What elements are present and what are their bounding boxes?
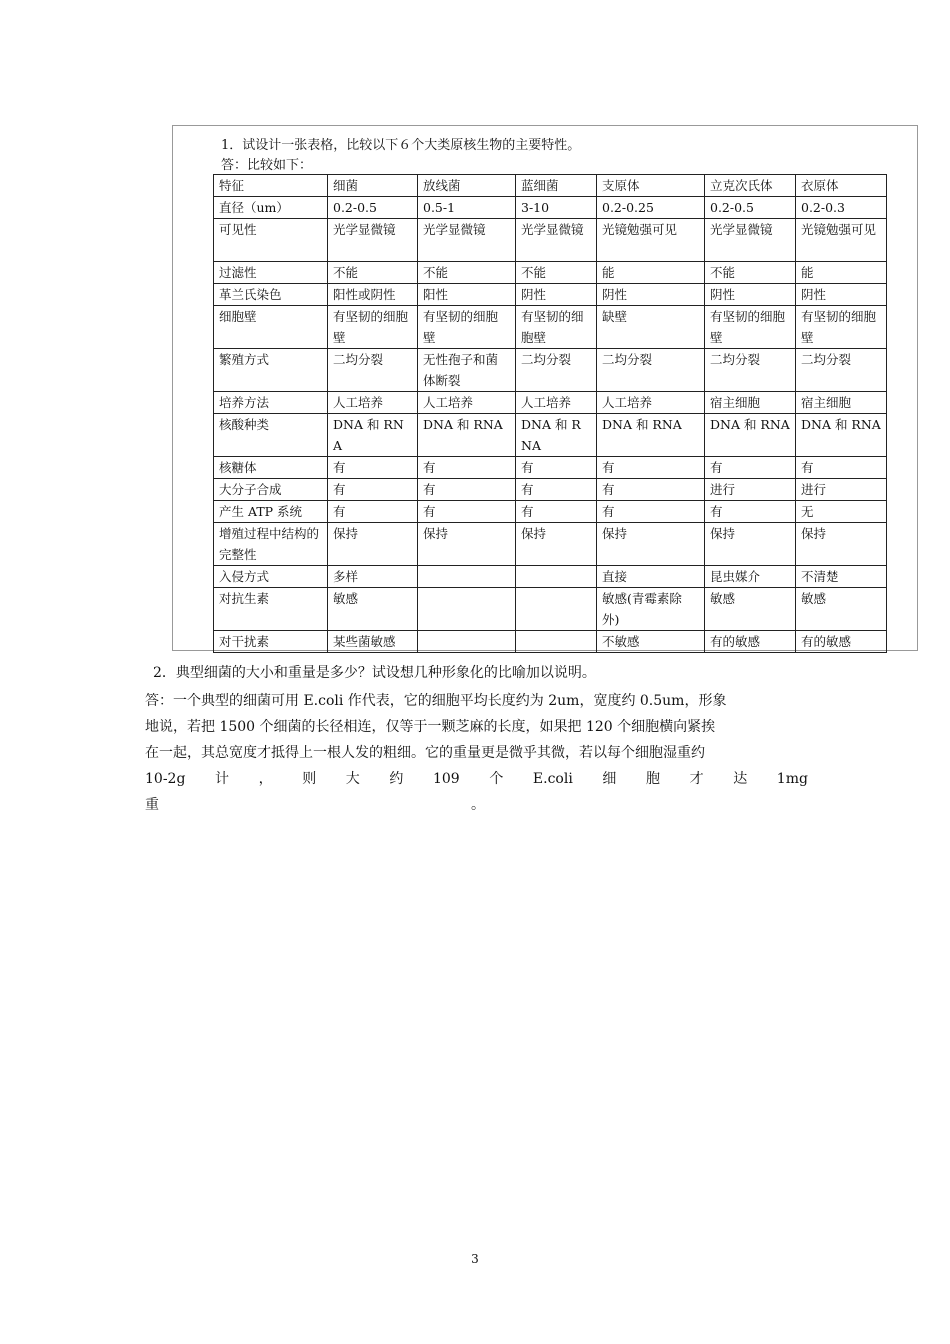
table-cell: 保持 <box>796 523 887 566</box>
table-cell: 无性孢子和菌体断裂 <box>418 349 516 392</box>
answer-2-token: 才 <box>689 771 704 787</box>
row-label-cell: 产生 ATP 系统 <box>214 501 328 523</box>
table-cell: 不能 <box>418 262 516 284</box>
table-cell: 敏感(青霉素除外) <box>597 588 705 631</box>
answer-2-line: 在一起，其总宽度才抵得上一根人发的粗细。它的重量更是微乎其微，若以每个细胞湿重约 <box>145 745 705 761</box>
table-row <box>214 566 887 588</box>
table-header-cell: 细菌 <box>328 175 418 197</box>
table-cell: 光学显微镜 <box>516 219 597 262</box>
row-label-cell: 可见性 <box>214 219 328 262</box>
table-cell: 敏感 <box>705 588 796 631</box>
table-cell: 不能 <box>705 262 796 284</box>
table-cell: 有坚韧的细胞壁 <box>796 306 887 349</box>
table-cell: 缺壁 <box>597 306 705 349</box>
table-cell: 敏感 <box>796 588 887 631</box>
table-row <box>214 479 887 501</box>
table-cell: 3-10 <box>516 197 597 219</box>
answer-2-token: 则 <box>302 771 317 787</box>
answer-2-token: 约 <box>389 771 404 787</box>
answer-2-line-justified <box>145 766 808 792</box>
table-cell: 阴性 <box>516 284 597 306</box>
table-row <box>214 501 887 523</box>
table-cell: 多样 <box>328 566 418 588</box>
answer-2-line: 答：一个典型的细菌可用 E.coli 作代表，它的细胞平均长度约为 2um，宽度约 0.5um，形象 <box>145 693 727 709</box>
table-cell: 光学显微镜 <box>418 219 516 262</box>
answer-2-token: 计 <box>215 771 230 787</box>
table-row <box>214 262 887 284</box>
table-cell: 人工培养 <box>516 392 597 414</box>
answer-2-line: 地说，若把 1500 个细菌的长径相连，仅等于一颗芝麻的长度，如果把 120 个细胞横向紧挨 <box>145 719 716 735</box>
table-cell: 进行 <box>705 479 796 501</box>
table-cell: DNA 和 RNA <box>328 414 418 457</box>
table-cell <box>418 631 516 653</box>
table-cell: 人工培养 <box>418 392 516 414</box>
answer-2-token: 胞 <box>646 771 660 787</box>
answer-2-token: 个 <box>489 771 504 787</box>
table-cell: 0.5-1 <box>418 197 516 219</box>
table-cell: 光学显微镜 <box>705 219 796 262</box>
row-label-cell: 对抗生素 <box>214 588 328 631</box>
table-cell: 光学显微镜 <box>328 219 418 262</box>
answer-2-token: 大 <box>345 771 360 787</box>
table-cell: 不能 <box>516 262 597 284</box>
table-cell: 二均分裂 <box>597 349 705 392</box>
table-cell: 昆虫媒介 <box>705 566 796 588</box>
table-cell: 某些菌敏感 <box>328 631 418 653</box>
table-cell: 不清楚 <box>796 566 887 588</box>
table-cell: 无 <box>796 501 887 523</box>
row-label-cell: 对干扰素 <box>214 631 328 653</box>
table-cell: 不能 <box>328 262 418 284</box>
table-cell: 阴性 <box>796 284 887 306</box>
table-cell: 有 <box>796 457 887 479</box>
row-label-cell: 核酸种类 <box>214 414 328 457</box>
row-label-cell: 直径（um） <box>214 197 328 219</box>
table-cell: 阳性或阴性 <box>328 284 418 306</box>
question-1: 1．试设计一张表格，比较以下６个大类原核生物的主要特性。 <box>221 138 581 153</box>
answer-2-token: 细 <box>602 771 617 787</box>
question-2: 2．典型细菌的大小和重量是多少？试设想几种形象化的比喻加以说明。 <box>153 665 596 681</box>
table-cell: 不敏感 <box>597 631 705 653</box>
table-cell: 二均分裂 <box>796 349 887 392</box>
table-cell: 有坚韧的细胞壁 <box>705 306 796 349</box>
table-cell: 有 <box>328 479 418 501</box>
table-header-cell: 支原体 <box>597 175 705 197</box>
table-cell: 0.2-0.5 <box>705 197 796 219</box>
table-cell: 有 <box>418 501 516 523</box>
table-cell: 直接 <box>597 566 705 588</box>
table-cell: 敏感 <box>328 588 418 631</box>
row-label-cell: 革兰氏染色 <box>214 284 328 306</box>
row-label-cell: 核糖体 <box>214 457 328 479</box>
table-cell: 有 <box>516 479 597 501</box>
table-cell: 有 <box>516 501 597 523</box>
table-cell: 0.2-0.25 <box>597 197 705 219</box>
table-cell: 有的敏感 <box>705 631 796 653</box>
row-label-cell: 入侵方式 <box>214 566 328 588</box>
table-row <box>214 588 887 631</box>
table-cell: 有 <box>418 457 516 479</box>
table-cell: DNA 和 RNA <box>516 414 597 457</box>
table-cell: 光镜勉强可见 <box>597 219 705 262</box>
table-header-cell: 衣原体 <box>796 175 887 197</box>
table-row <box>214 219 887 262</box>
table-cell: 保持 <box>328 523 418 566</box>
table-cell: DNA 和 RNA <box>597 414 705 457</box>
answer-2-line-last <box>145 792 485 818</box>
table-header-cell: 立克次氏体 <box>705 175 796 197</box>
answer-2-token: 。 <box>471 797 485 813</box>
table-cell: 阳性 <box>418 284 516 306</box>
row-label-cell: 细胞壁 <box>214 306 328 349</box>
table-cell: 有 <box>328 457 418 479</box>
answer-2 <box>145 688 808 818</box>
table-cell: 0.2-0.5 <box>328 197 418 219</box>
table-header-row <box>214 175 887 197</box>
table-cell: 保持 <box>597 523 705 566</box>
table-row <box>214 631 887 653</box>
table-cell: DNA 和 RNA <box>418 414 516 457</box>
table-cell: 有 <box>328 501 418 523</box>
table-row <box>214 523 887 566</box>
table-cell <box>516 631 597 653</box>
table-header-cell: 蓝细菌 <box>516 175 597 197</box>
table-cell: 有 <box>597 457 705 479</box>
table-row <box>214 349 887 392</box>
row-label-cell: 大分子合成 <box>214 479 328 501</box>
row-label-cell: 繁殖方式 <box>214 349 328 392</box>
table-cell: 阴性 <box>705 284 796 306</box>
table-cell: 宿主细胞 <box>796 392 887 414</box>
table-row <box>214 392 887 414</box>
answer-2-token: 109 <box>432 771 460 787</box>
table-cell: 宿主细胞 <box>705 392 796 414</box>
table-cell: 有的敏感 <box>796 631 887 653</box>
row-label-cell: 培养方法 <box>214 392 328 414</box>
table-cell <box>516 566 597 588</box>
row-label-cell: 增殖过程中结构的完整性 <box>214 523 328 566</box>
table-cell: 有坚韧的细胞壁 <box>328 306 418 349</box>
table-cell <box>516 588 597 631</box>
table-row <box>214 306 887 349</box>
table-cell: 人工培养 <box>328 392 418 414</box>
answer-2-token: ， <box>258 771 273 787</box>
table-cell: 保持 <box>418 523 516 566</box>
table-cell: 二均分裂 <box>516 349 597 392</box>
table-cell: 有 <box>705 457 796 479</box>
table-cell: 保持 <box>516 523 597 566</box>
table-cell: 光镜勉强可见 <box>796 219 887 262</box>
table-cell: 有 <box>516 457 597 479</box>
table-cell: 保持 <box>705 523 796 566</box>
row-label-cell: 过滤性 <box>214 262 328 284</box>
table-row <box>214 414 887 457</box>
table-cell: 有 <box>597 501 705 523</box>
answer-2-token: 10-2g <box>145 771 186 787</box>
answer-2-token: E.coli <box>532 771 573 787</box>
table-cell: 能 <box>597 262 705 284</box>
table-cell: 人工培养 <box>597 392 705 414</box>
comparison-table <box>213 174 887 653</box>
table-cell: DNA 和 RNA <box>796 414 887 457</box>
table-row <box>214 457 887 479</box>
table-cell: 阴性 <box>597 284 705 306</box>
table-header-cell: 特征 <box>214 175 328 197</box>
table-cell: 能 <box>796 262 887 284</box>
table-cell: 有坚韧的细胞壁 <box>516 306 597 349</box>
table-cell: 二均分裂 <box>705 349 796 392</box>
table-cell: DNA 和 RNA <box>705 414 796 457</box>
answer-2-token: 达 <box>733 771 748 787</box>
table-cell: 二均分裂 <box>328 349 418 392</box>
table-row <box>214 284 887 306</box>
table-header-cell: 放线菌 <box>418 175 516 197</box>
table-row <box>214 197 887 219</box>
table-figure <box>172 125 918 651</box>
table-cell: 进行 <box>796 479 887 501</box>
answer-1-label: 答：比较如下： <box>221 158 313 173</box>
answer-2-token: 重 <box>145 797 159 813</box>
page-number: 3 <box>471 1252 479 1266</box>
answer-2-token: 1mg <box>776 771 808 787</box>
table-cell: 有 <box>705 501 796 523</box>
table-cell: 0.2-0.3 <box>796 197 887 219</box>
table-cell: 有 <box>597 479 705 501</box>
table-cell <box>418 588 516 631</box>
table-cell <box>418 566 516 588</box>
table-cell: 有 <box>418 479 516 501</box>
table-cell: 有坚韧的细胞壁 <box>418 306 516 349</box>
